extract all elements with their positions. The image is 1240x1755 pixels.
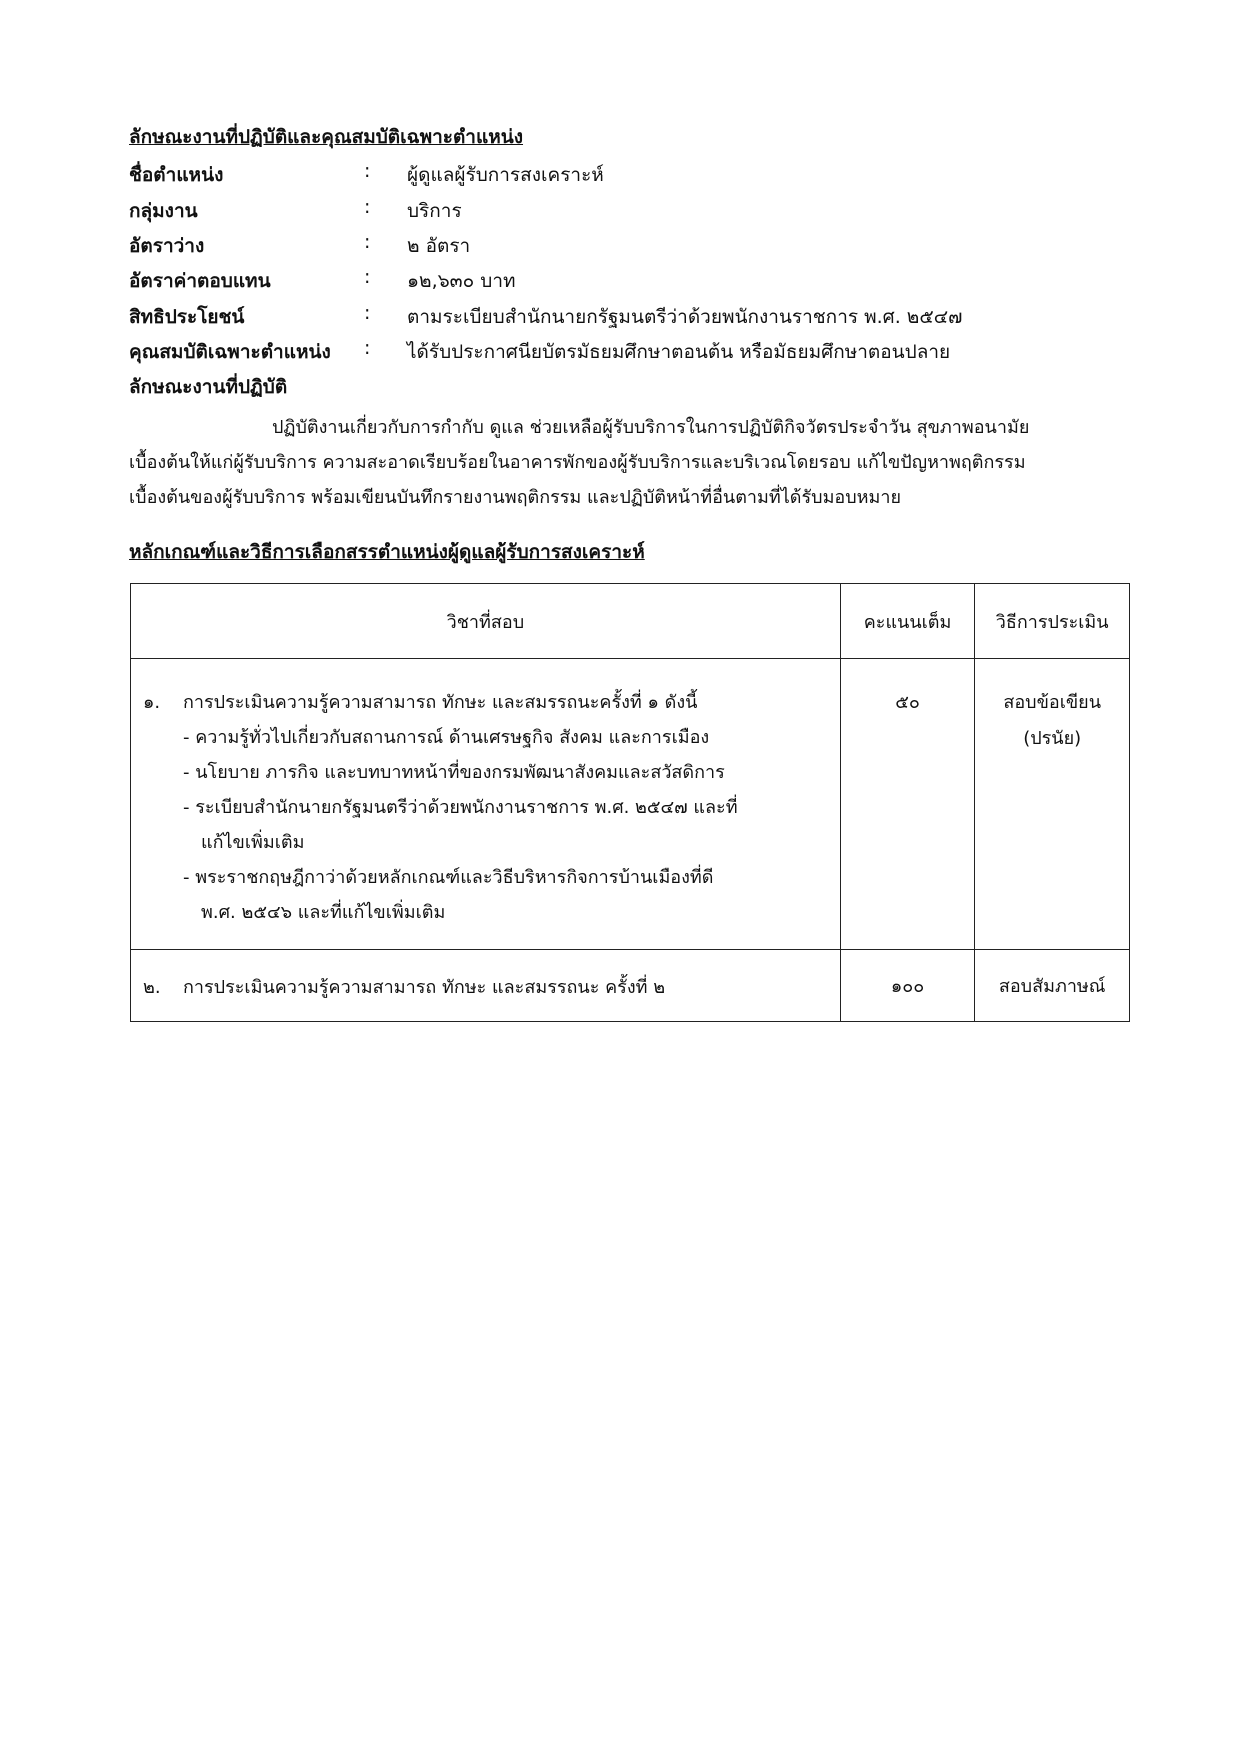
field-label: ชื่อตำแหน่ง	[129, 164, 224, 186]
subject-line: - พระราชกฤษฎีกาว่าด้วยหลักเกณฑ์และวิธีบริหารกิจการบ้านเมืองที่ดี	[183, 867, 714, 888]
method-cell	[975, 659, 1130, 950]
field-colon: :	[364, 231, 371, 253]
field-colon: :	[364, 196, 371, 218]
subject-line: - ความรู้ทั่วไปเกี่ยวกับสถานการณ์ ด้านเศรษฐกิจ สังคม และการเมือง	[183, 727, 710, 748]
header-full-score: คะแนนเต็ม	[840, 584, 975, 659]
subject-line: - นโยบาย ภารกิจ และบทบาทหน้าที่ของกรมพัฒนาสังคมและสวัสดิการ	[183, 762, 725, 783]
field-label: สิทธิประโยชน์	[129, 306, 245, 328]
field-label: อัตราว่าง	[129, 235, 205, 257]
table-row	[131, 659, 1130, 950]
duties-line: เบื้องต้นของผู้รับบริการ พร้อมเขียนบันทึกรายงานพฤติกรรม และปฏิบัติหน้าที่อื่นตามที่ได้รับมอบหมาย	[129, 487, 902, 508]
field-value: บริการ	[407, 200, 462, 222]
row-number: ๒.	[143, 977, 161, 998]
duties-line: ปฏิบัติงานเกี่ยวกับการกำกับ ดูแล ช่วยเหลือผู้รับบริการในการปฏิบัติกิจวัตรประจำวัน สุขภาพอนามัย	[272, 417, 1030, 438]
criteria-title: หลักเกณฑ์และวิธีการเลือกสรรตำแหน่งผู้ดูแลผู้รับการสงเคราะห์	[129, 541, 645, 563]
table-header-row	[131, 584, 1130, 659]
field-label: กลุ่มงาน	[129, 200, 198, 222]
subject-line: - ระเบียบสำนักนายกรัฐมนตรีว่าด้วยพนักงานราชการ พ.ศ. ๒๕๔๗ และที่	[183, 797, 738, 818]
criteria-table	[130, 583, 1130, 1022]
score-cell: ๑๐๐	[840, 950, 975, 1022]
field-colon: :	[364, 266, 371, 288]
field-value: ๑๒,๖๓๐ บาท	[407, 270, 516, 292]
subject-cell	[131, 950, 841, 1022]
subject-cell	[131, 659, 841, 950]
method-cell: สอบสัมภาษณ์	[975, 950, 1130, 1022]
subject-line: การประเมินความรู้ความสามารถ ทักษะ และสมรรถนะ ครั้งที่ ๒	[183, 977, 666, 998]
field-colon: :	[364, 302, 371, 324]
subject-line: แก้ไขเพิ่มเติม	[201, 832, 305, 853]
row-number: ๑.	[143, 692, 161, 713]
field-colon: :	[364, 160, 371, 182]
field-value: ผู้ดูแลผู้รับการสงเคราะห์	[407, 164, 604, 186]
field-value: ได้รับประกาศนียบัตรมัธยมศึกษาตอนต้น หรือมัธยมศึกษาตอนปลาย	[407, 341, 951, 363]
field-value: ๒ อัตรา	[407, 235, 471, 257]
table-row	[131, 950, 1130, 1022]
duties-line: เบื้องต้นให้แก่ผู้รับบริการ ความสะอาดเรียบร้อยในอาคารพักของผู้รับบริการและบริเวณโดยรอบ แก้ไขปัญหาพฤติกรรม	[129, 452, 1026, 473]
field-value: ตามระเบียบสำนักนายกรัฐมนตรีว่าด้วยพนักงานราชการ พ.ศ. ๒๕๔๗	[407, 306, 963, 328]
field-label: อัตราค่าตอบแทน	[129, 270, 271, 292]
field-label: คุณสมบัติเฉพาะตำแหน่ง	[129, 341, 331, 363]
score-cell: ๕๐	[840, 659, 975, 950]
field-colon: :	[364, 337, 371, 359]
subject-line: การประเมินความรู้ความสามารถ ทักษะ และสมรรถนะครั้งที่ ๑ ดังนี้	[183, 692, 698, 713]
subject-line: พ.ศ. ๒๕๔๖ และที่แก้ไขเพิ่มเติม	[201, 902, 446, 923]
section-title: ลักษณะงานที่ปฏิบัติและคุณสมบัติเฉพาะตำแหน่ง	[129, 126, 524, 148]
header-method: วิธีการประเมิน	[975, 584, 1130, 659]
method-line: สอบข้อเขียน	[1003, 692, 1102, 713]
duties-label: ลักษณะงานที่ปฏิบัติ	[129, 376, 288, 398]
method-line: (ปรนัย)	[1023, 728, 1082, 749]
header-subject: วิชาที่สอบ	[131, 584, 841, 659]
